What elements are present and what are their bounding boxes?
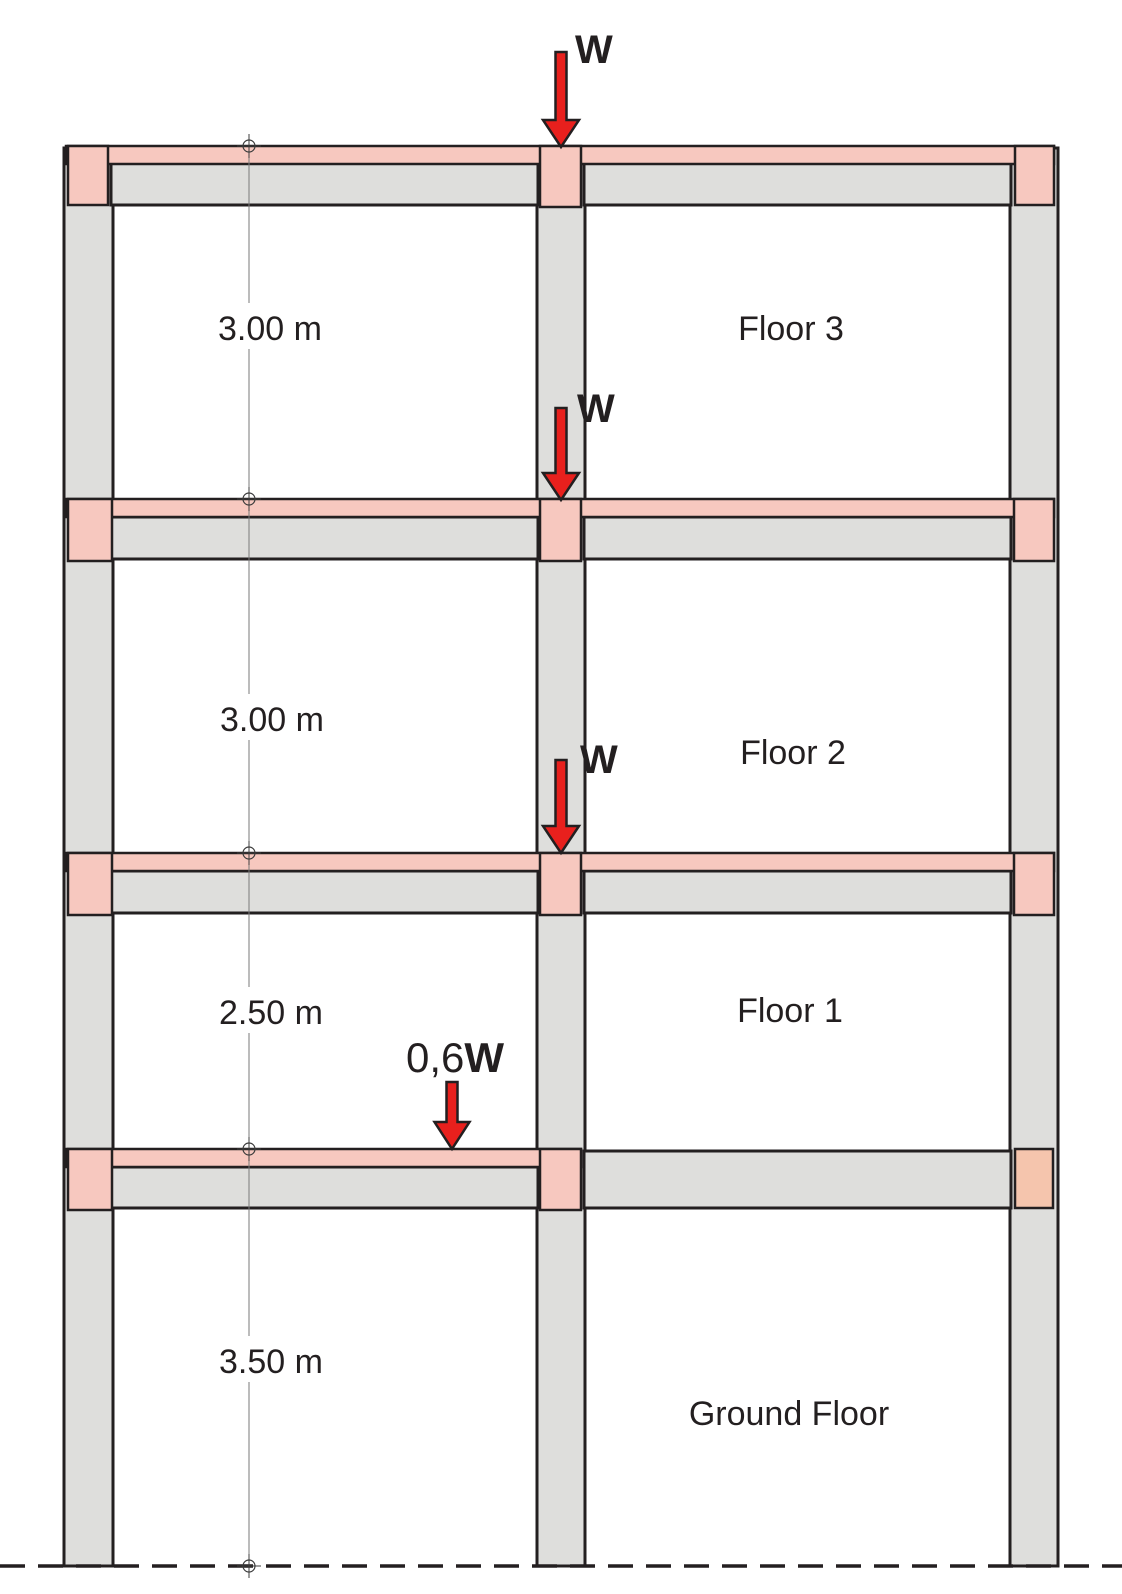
floor1-slab-band-left [66,1149,581,1167]
load-arrow-roof [543,52,579,147]
floor1-joint-right [1015,1149,1053,1208]
roof-beam-left [111,163,538,205]
ground-floor-label: Ground Floor [688,1395,890,1433]
floor2-beam-right [584,871,1011,913]
dimension-label-4: 3.50 m [219,1343,323,1381]
dimension-label-3: 2.50 m [219,994,323,1032]
floor2-label: Floor 2 [740,734,846,772]
load-arrow-floor1 [435,1082,470,1149]
floor3-joint-left [68,499,112,561]
load-label-roof: W [575,28,613,72]
floor1-beam-left [111,1167,538,1208]
load-label-floor2: W [580,738,618,782]
floor1-label: Floor 1 [737,992,843,1030]
floor3-joint-middle [540,499,581,561]
roof-beam-right [584,163,1011,205]
load-label-floor1: 0,6W [406,1034,505,1081]
floor3-beam-right [584,517,1011,559]
roof-joint-right [1015,146,1054,205]
floor2-beam-left [111,871,538,913]
floor2-joint-left [68,853,112,915]
floor3-label: Floor 3 [738,310,844,348]
floor2-joint-middle [540,853,581,915]
floor3-joint-right [1014,499,1054,561]
floor3-beam-left [111,517,538,559]
floor1-deep-beam-right [584,1151,1011,1208]
floor2-joint-right [1014,853,1054,915]
dimension-label-1: 3.00 m [218,310,322,348]
roof-joint-middle [540,146,581,207]
axis-marker-ground [237,1554,261,1578]
roof-joint-left [68,146,108,205]
floor1-joint-left [68,1149,112,1210]
dimension-label-2: 3.00 m [220,701,324,739]
floor1-joint-middle [540,1149,581,1210]
load-label-floor3: W [577,387,615,431]
